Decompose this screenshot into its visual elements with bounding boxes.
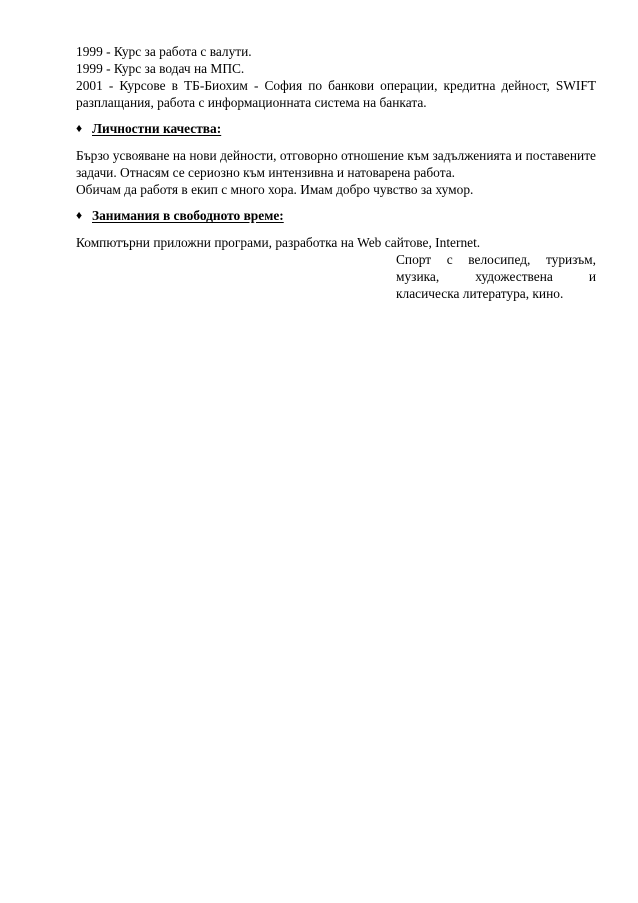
personal-paragraph-2: Обичам да работя в екип с много хора. Имам добро чувство за хумор. bbox=[76, 182, 474, 197]
personal-heading-text: Личностни качества: bbox=[92, 121, 222, 136]
course-line-2: 1999 - Курс за водач на МПС. bbox=[76, 61, 245, 76]
hobbies-right-line-2: музика, художествена и bbox=[396, 269, 596, 284]
hobbies-line-1: Компютърни приложни програми, разработка на Web сайтове, Internet. bbox=[76, 235, 481, 250]
diamond-bullet-icon: ♦ bbox=[76, 208, 83, 222]
course-line-1: 1999 - Курс за работа с валути. bbox=[76, 44, 252, 59]
personal-heading bbox=[76, 120, 596, 137]
hobbies-section bbox=[76, 234, 596, 302]
course-line-3: 2001 - Курсове в ТБ-Биохим - София по банкови операции, кредитна дейност, SWIFT разплащания, работа с информационната система на банката. bbox=[76, 78, 596, 110]
hobbies-right-line-3: класическа литература, кино. bbox=[396, 286, 564, 301]
document-page bbox=[76, 43, 596, 302]
hobbies-heading bbox=[76, 207, 596, 224]
personal-section bbox=[76, 147, 596, 198]
hobbies-right-line-1: Спорт с велосипед, туризъм, bbox=[396, 252, 596, 267]
hobbies-heading-text: Занимания в свободното време: bbox=[92, 208, 284, 223]
courses-section bbox=[76, 43, 596, 111]
diamond-bullet-icon: ♦ bbox=[76, 121, 83, 135]
personal-paragraph-1: Бързо усвояване на нови дейности, отговорно отношение към задълженията и поставените задачи. Отнасям се сериозно към интензивна и натоварена работа. bbox=[76, 148, 596, 180]
hobbies-right-block bbox=[396, 251, 596, 302]
